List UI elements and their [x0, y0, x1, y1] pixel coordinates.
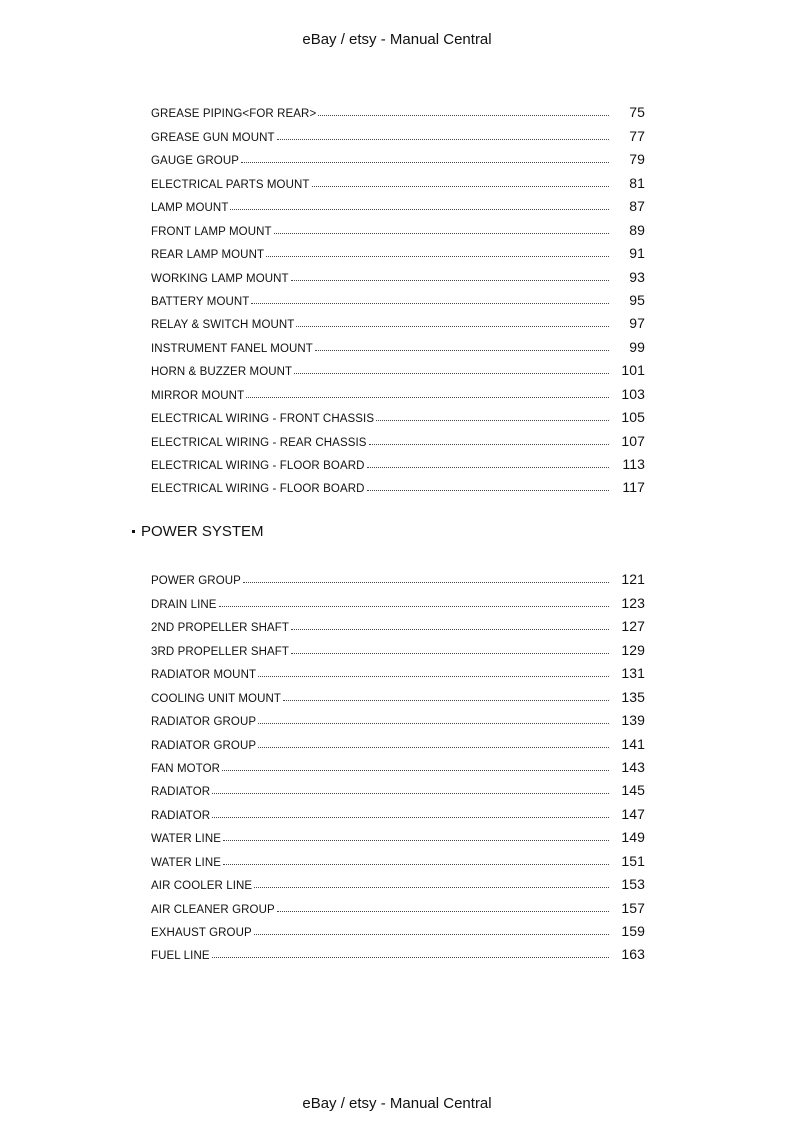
toc-entry-page: 107: [621, 432, 645, 449]
toc-entry-title: EXHAUST GROUP: [151, 927, 252, 939]
toc-entry-title: ELECTRICAL WIRING - FLOOR BOARD: [151, 460, 365, 472]
toc-entry-page: 93: [629, 268, 645, 285]
toc-entry-page: 151: [621, 852, 645, 869]
toc-entry[interactable]: [151, 845, 645, 868]
toc-list-power-system: [151, 564, 645, 962]
toc-entry-page: 131: [621, 665, 645, 682]
toc-entry[interactable]: [151, 634, 645, 657]
section-title: POWER SYSTEM: [141, 523, 264, 540]
dot-leader: [222, 769, 609, 771]
toc-entry[interactable]: [151, 939, 645, 962]
bullet-icon: [132, 530, 135, 533]
toc-entry-title: AIR COOLER LINE: [151, 880, 253, 893]
toc-entry[interactable]: [151, 728, 645, 751]
toc-entry[interactable]: [151, 308, 645, 331]
toc-entry[interactable]: [151, 331, 645, 354]
toc-entry-page: 135: [621, 688, 645, 705]
dot-leader: [277, 910, 609, 912]
toc-entry-page: 149: [621, 829, 645, 846]
dot-leader: [291, 279, 609, 281]
toc-entry-title: RELAY & SWITCH MOUNT: [151, 319, 295, 332]
toc-entry[interactable]: [151, 144, 645, 167]
toc-entry-title: FAN MOTOR: [151, 762, 221, 775]
dot-leader: [266, 255, 609, 257]
toc-entry-page: 159: [621, 923, 645, 939]
toc-entry[interactable]: [151, 191, 645, 214]
toc-entry-title: 3RD PROPELLER SHAFT: [151, 645, 290, 658]
toc-entry-page: 147: [621, 805, 645, 822]
toc-entry-title: HORN & BUZZER MOUNT: [151, 366, 293, 379]
toc-entry-page: 117: [622, 479, 645, 496]
toc-entry-title: REAR LAMP MOUNT: [151, 249, 265, 262]
section-heading: [132, 523, 264, 540]
toc-entry-page: 103: [621, 385, 645, 402]
toc-entry-page: 145: [621, 782, 645, 799]
toc-entry-page: 129: [621, 641, 645, 658]
toc-entry[interactable]: [151, 587, 645, 610]
toc-entry-page: 75: [629, 104, 645, 121]
dot-leader: [243, 581, 609, 583]
toc-entry-page: 123: [621, 594, 645, 611]
dot-leader: [254, 933, 609, 935]
dot-leader: [294, 372, 609, 374]
toc-entry[interactable]: [151, 261, 645, 284]
toc-entry[interactable]: [151, 378, 645, 401]
toc-entry-page: 141: [621, 735, 645, 752]
toc-entry-page: 153: [621, 876, 645, 893]
toc-entry-page: 81: [629, 174, 645, 191]
toc-entry[interactable]: [151, 564, 645, 587]
dot-leader: [258, 746, 609, 748]
dot-leader: [223, 839, 609, 841]
dot-leader: [258, 722, 609, 724]
toc-entry-page: 99: [629, 338, 645, 355]
toc-entry-title: LAMP MOUNT: [151, 202, 229, 215]
toc-entry[interactable]: [151, 892, 645, 915]
toc-entry[interactable]: [151, 425, 645, 448]
toc-entry[interactable]: [151, 472, 645, 495]
toc-entry-page: 87: [629, 198, 645, 215]
dot-leader: [367, 489, 609, 491]
dot-leader: [254, 886, 609, 888]
dot-leader: [241, 161, 609, 163]
toc-entry[interactable]: [151, 97, 645, 120]
toc-entry-page: 91: [629, 245, 645, 262]
dot-leader: [246, 396, 609, 398]
toc-entry[interactable]: [151, 752, 645, 775]
toc-list-electrical: [151, 97, 645, 495]
toc-entry[interactable]: [151, 822, 645, 845]
dot-leader: [274, 232, 609, 234]
toc-entry-page: 121: [621, 571, 645, 588]
dot-leader: [315, 349, 609, 351]
toc-entry[interactable]: [151, 214, 645, 237]
dot-leader: [367, 466, 609, 468]
toc-entry-title: WATER LINE: [151, 833, 222, 846]
dot-leader: [291, 628, 609, 630]
toc-entry-page: 113: [622, 456, 645, 472]
dot-leader: [219, 605, 609, 607]
toc-entry-title: RADIATOR: [151, 809, 211, 822]
toc-entry-title: AIR CLEANER GROUP: [151, 903, 275, 916]
toc-entry[interactable]: [151, 705, 645, 728]
dot-leader: [258, 675, 609, 677]
toc-entry[interactable]: [151, 120, 645, 143]
toc-entry-title: MIRROR MOUNT: [151, 389, 245, 402]
dot-leader: [251, 302, 609, 304]
toc-entry-title: GREASE PIPING<FOR REAR>: [151, 108, 317, 121]
dot-leader: [223, 863, 609, 865]
dot-leader: [296, 325, 609, 327]
toc-entry-title: ELECTRICAL WIRING - FRONT CHASSIS: [151, 413, 375, 426]
toc-entry-page: 139: [621, 712, 645, 729]
toc-entry-title: INSTRUMENT FANEL MOUNT: [151, 342, 313, 355]
toc-entry-title: WORKING LAMP MOUNT: [151, 272, 289, 285]
dot-leader: [318, 114, 609, 116]
toc-entry-title: FUEL LINE: [151, 950, 210, 963]
dot-leader: [369, 443, 609, 445]
toc-entry[interactable]: [151, 285, 645, 308]
toc-entry-page: 95: [629, 291, 645, 308]
toc-entry-page: 143: [621, 758, 645, 775]
toc-entry-page: 163: [621, 946, 645, 963]
toc-entry-page: 105: [621, 409, 645, 426]
page-header: eBay / etsy - Manual Central: [302, 31, 492, 48]
dot-leader: [376, 419, 609, 421]
dot-leader: [212, 792, 609, 794]
dot-leader: [291, 652, 609, 654]
toc-entry[interactable]: [151, 611, 645, 634]
toc-entry-page: 89: [629, 221, 645, 238]
toc-entry[interactable]: [151, 916, 645, 939]
toc-entry-title: DRAIN LINE: [151, 598, 217, 611]
dot-leader: [277, 138, 609, 140]
toc-entry-page: 101: [621, 362, 645, 379]
toc-entry[interactable]: [151, 658, 645, 681]
toc-entry-page: 127: [621, 618, 645, 635]
dot-leader: [230, 208, 609, 210]
page-footer: eBay / etsy - Manual Central: [302, 1095, 492, 1112]
toc-entry-title: 2ND PROPELLER SHAFT: [151, 622, 290, 635]
toc-entry-title: RADIATOR GROUP: [151, 716, 257, 729]
toc-entry[interactable]: [151, 402, 645, 425]
toc-entry-title: GREASE GUN MOUNT: [151, 131, 275, 144]
toc-entry-title: RADIATOR GROUP: [151, 739, 257, 752]
toc-entry[interactable]: [151, 449, 645, 472]
toc-entry-page: 77: [629, 127, 645, 144]
toc-entry-title: ELECTRICAL WIRING - FLOOR BOARD: [151, 483, 365, 496]
toc-entry-title: BATTERY MOUNT: [151, 295, 250, 308]
toc-entry-title: ELECTRICAL WIRING - REAR CHASSIS: [151, 436, 367, 449]
toc-entry-title: WATER LINE: [151, 856, 222, 869]
toc-entry[interactable]: [151, 238, 645, 261]
toc-entry[interactable]: [151, 355, 645, 378]
toc-entry[interactable]: [151, 681, 645, 704]
toc-entry-title: FRONT LAMP MOUNT: [151, 225, 272, 238]
toc-entry-title: COOLING UNIT MOUNT: [151, 692, 282, 705]
dot-leader: [212, 956, 609, 958]
toc-entry-page: 79: [629, 151, 645, 168]
toc-entry-title: GAUGE GROUP: [151, 155, 240, 168]
toc-entry-page: 97: [629, 315, 645, 332]
toc-entry[interactable]: [151, 775, 645, 798]
toc-entry-title: ELECTRICAL PARTS MOUNT: [151, 178, 310, 191]
toc-entry-page: 157: [621, 899, 645, 916]
toc-entry-title: POWER GROUP: [151, 575, 241, 588]
toc-entry[interactable]: [151, 798, 645, 821]
toc-entry[interactable]: [151, 869, 645, 892]
dot-leader: [283, 699, 609, 701]
dot-leader: [212, 816, 609, 818]
dot-leader: [312, 185, 609, 187]
toc-entry[interactable]: [151, 167, 645, 190]
toc-entry-title: RADIATOR MOUNT: [151, 669, 257, 682]
toc-entry-title: RADIATOR: [151, 786, 211, 799]
